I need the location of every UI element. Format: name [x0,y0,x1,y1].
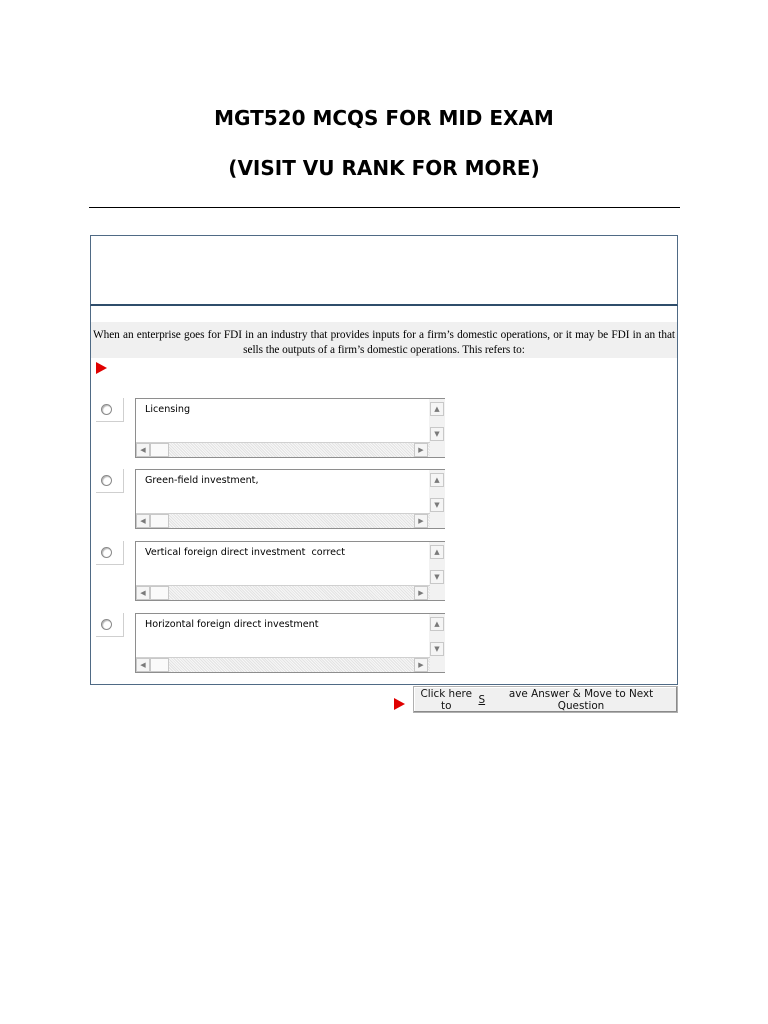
vertical-scrollbar[interactable] [429,614,445,672]
option-radio-4[interactable] [101,619,112,630]
option-textbox-2[interactable] [135,469,445,529]
scroll-up-arrow-icon[interactable]: ▲ [430,402,444,416]
horizontal-rule [89,207,680,208]
red-triangle-arrow-icon [96,362,107,374]
radio-cell [96,541,124,565]
horizontal-scrollbar[interactable] [136,657,430,672]
scroll-thumb[interactable] [150,514,169,528]
save-label-after: ave Answer & Move to Next Question [508,687,654,712]
red-triangle-arrow-icon [394,698,405,710]
option-radio-2[interactable] [101,475,112,486]
scroll-thumb[interactable] [150,586,169,600]
option-textbox-4[interactable] [135,613,445,673]
option-label-4: Horizontal foreign direct investment [145,619,319,630]
scroll-thumb[interactable] [150,443,169,457]
scroll-down-arrow-icon[interactable]: ▼ [430,498,444,512]
scroll-up-arrow-icon[interactable]: ▲ [430,617,444,631]
option-radio-3[interactable] [101,547,112,558]
answer-option[interactable] [96,469,446,531]
scroll-right-arrow-icon[interactable]: ▶ [414,514,428,528]
vertical-scrollbar[interactable] [429,470,445,528]
document-title: MGT520 MCQS FOR MID EXAM [214,106,554,130]
horizontal-scrollbar[interactable] [136,585,430,600]
option-label-3: Vertical foreign direct investment correct [145,547,346,558]
save-label-before: Click here to [420,687,472,712]
vertical-scrollbar[interactable] [429,399,445,457]
scroll-thumb[interactable] [150,658,169,672]
question-text: When an enterprise goes for FDI in an industry that provides inputs for a firm’s domestic operations, or it may be FDI in an that sells the outputs of a firm’s domestic operations. This refers to: [93,329,675,356]
scroll-down-arrow-icon[interactable]: ▼ [430,642,444,656]
scroll-down-arrow-icon[interactable]: ▼ [430,427,444,441]
scroll-left-arrow-icon[interactable]: ◀ [136,443,150,457]
scroll-up-arrow-icon[interactable]: ▲ [430,473,444,487]
scroll-left-arrow-icon[interactable]: ◀ [136,514,150,528]
horizontal-scrollbar[interactable] [136,442,430,457]
scroll-left-arrow-icon[interactable]: ◀ [136,658,150,672]
scroll-right-arrow-icon[interactable]: ▶ [414,443,428,457]
scroll-down-arrow-icon[interactable]: ▼ [430,570,444,584]
option-label-1: Licensing [145,404,191,415]
save-and-next-button[interactable] [413,686,678,713]
radio-cell [96,469,124,493]
question-header-box [90,235,678,306]
option-radio-1[interactable] [101,404,112,415]
option-textbox-1[interactable] [135,398,445,458]
save-label-mnemonic: S [478,693,486,706]
scroll-up-arrow-icon[interactable]: ▲ [430,545,444,559]
scroll-right-arrow-icon[interactable]: ▶ [414,586,428,600]
answer-option[interactable] [96,541,446,603]
radio-cell [96,398,124,422]
answer-option[interactable] [96,613,446,675]
scroll-right-arrow-icon[interactable]: ▶ [414,658,428,672]
option-textbox-3[interactable] [135,541,445,601]
option-label-2: Green-field investment, [145,475,259,486]
horizontal-scrollbar[interactable] [136,513,430,528]
radio-cell [96,613,124,637]
document-subtitle: (VISIT VU RANK FOR MORE) [228,156,540,180]
answer-option[interactable] [96,398,446,460]
vertical-scrollbar[interactable] [429,542,445,600]
scroll-left-arrow-icon[interactable]: ◀ [136,586,150,600]
